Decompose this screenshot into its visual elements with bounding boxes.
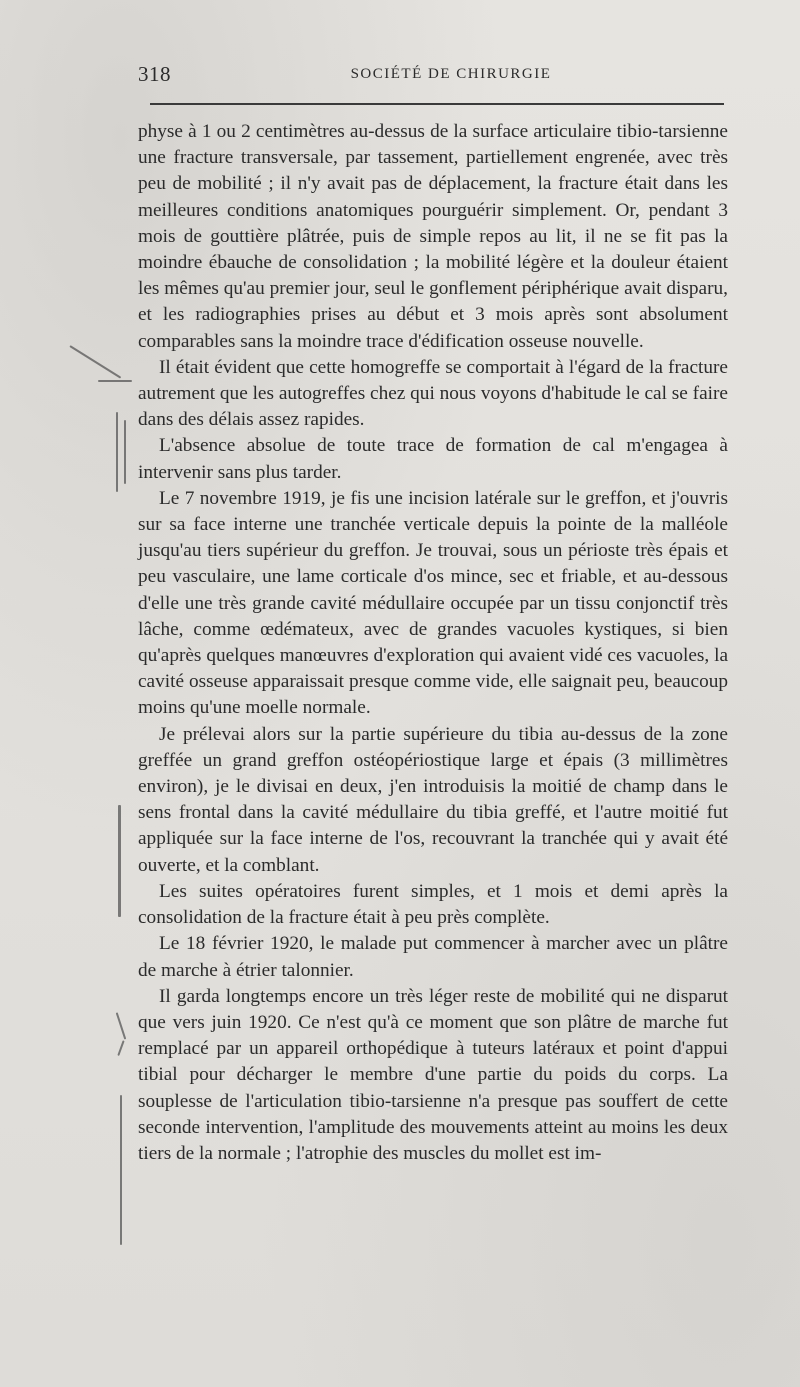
margin-mark <box>118 805 121 917</box>
paragraph-6: Les suites opératoires furent simples, et 1 mois et demi après la consolidation de la fracture était à peu près complète. <box>138 880 728 929</box>
paragraph-4: Le 7 novembre 1919, je fis une incision latérale sur le greffon, et j'ouvris sur sa face interne une tranchée verticale depuis la pointe de la malléole jusqu'au tiers supérieur du greffon. Je trouvai, sous un périoste très épais et peu vasculaire, une lame corticale d'os mince, sec et friable, et au-dessous d'elle une très grande cavité médullaire occupée par un tissu conjonctif très lâche, comme œdémateux, avec de grandes vacuoles kystiques, si bien qu'après quelques manœuvres d'exploration qui avaient vidé ces vacuoles, la cavité osseuse apparaissait presque comme vide, elle saignait peu, beaucoup moins qu'une moelle normale. <box>138 487 728 719</box>
page-number: 318 <box>138 62 171 86</box>
body-text <box>138 119 728 1374</box>
paragraph-5: Je prélevai alors sur la partie supérieure du tibia au-dessus de la zone greffée un grand greffon ostéopériostique large et épais (3 millimètres environ), je le divisai en deux, j'en introduisis la moitié de champ dans le sens frontal dans la cavité médullaire du tibia greffé, et l'autre moitié fut appliquée sur la face interne de l'os, recouvrant la tranchée qui y avait été ouverte, et la comblant. <box>138 723 728 876</box>
paragraph-3: L'absence absolue de toute trace de formation de cal m'engagea à intervenir sans plus tarder. <box>138 435 728 483</box>
paragraph-8: Il garda longtemps encore un très léger reste de mobilité qui ne disparut que vers juin 1920. Ce n'est qu'à ce moment que son plâtre de marche fut remplacé par un appareil orthopédique à tuteurs latéraux et point d'appui tibial pour décharger le membre d'une partie du poids du corps. La souplesse de l'articulation tibio-tarsienne n'a presque pas souffert de cette seconde intervention, l'amplitude des mouvements atteint au moins les deux tiers de la normale ; l'atrophie des muscles du mollet est im- <box>138 985 728 1164</box>
paragraph-1: physe à 1 ou 2 centimètres au-dessus de la surface articulaire tibio-tarsienne une fracture transversale, par tassement, partiellement engrenée, avec très peu de mobilité ; il n'y avait pas de déplacement, la fracture était dans les meilleures conditions anatomiques pourguérir simplement. Or, pendant 3 mois de gouttière plâtrée, puis de simple repos au lit, il ne se fit pas la moindre ébauche de consolidation ; la mobilité légère et la douleur étaient les mêmes qu'au premier jour, seul le gonflement périphérique avait disparu, et les radiographies prises au début et 3 mois après sont absolument comparables sans la moindre trace d'édification osseuse nouvelle. <box>138 121 728 352</box>
margin-mark <box>116 412 118 492</box>
margin-mark <box>98 380 132 382</box>
margin-mark <box>120 1095 122 1245</box>
running-title: SOCIÉTÉ DE CHIRURGIE <box>350 66 552 82</box>
margin-mark <box>70 345 122 378</box>
margin-mark <box>117 1040 124 1056</box>
paragraph-7: Le 18 février 1920, le malade put commencer à marcher avec un plâtre de marche à étrier talonnier. <box>138 933 728 981</box>
margin-mark <box>116 1012 126 1039</box>
margin-mark <box>124 420 126 484</box>
paragraph-2: Il était évident que cette homogreffe se comportait à l'égard de la fracture autrement que les autogreffes chez qui nous voyons d'habitude le cal se faire dans des délais assez rapides. <box>138 356 728 431</box>
page-header <box>138 62 724 88</box>
header-rule <box>150 103 724 105</box>
